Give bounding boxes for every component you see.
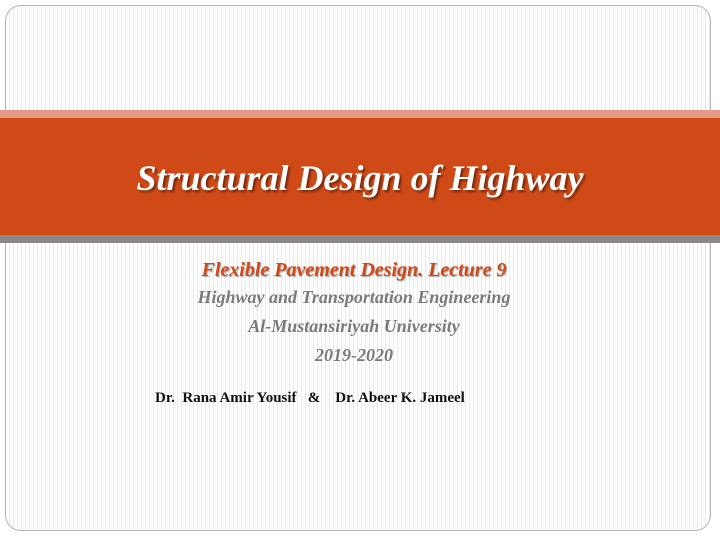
authors-line: Dr. Rana Amir Yousif & Dr. Abeer K. Jameel	[155, 390, 465, 406]
university-line: Al-Mustansiriyah University	[248, 316, 460, 336]
lecture-line: Flexible Pavement Design. Lecture 9	[201, 259, 507, 281]
academic-year-line: 2019-2020	[315, 345, 393, 365]
slide-title: Structural Design of Highway	[136, 158, 584, 198]
title-band-top-stripe	[0, 110, 720, 118]
subtitle-block	[0, 257, 708, 370]
course-line: Highway and Transportation Engineering	[197, 287, 511, 307]
title-band-bottom-stripe	[0, 235, 720, 243]
